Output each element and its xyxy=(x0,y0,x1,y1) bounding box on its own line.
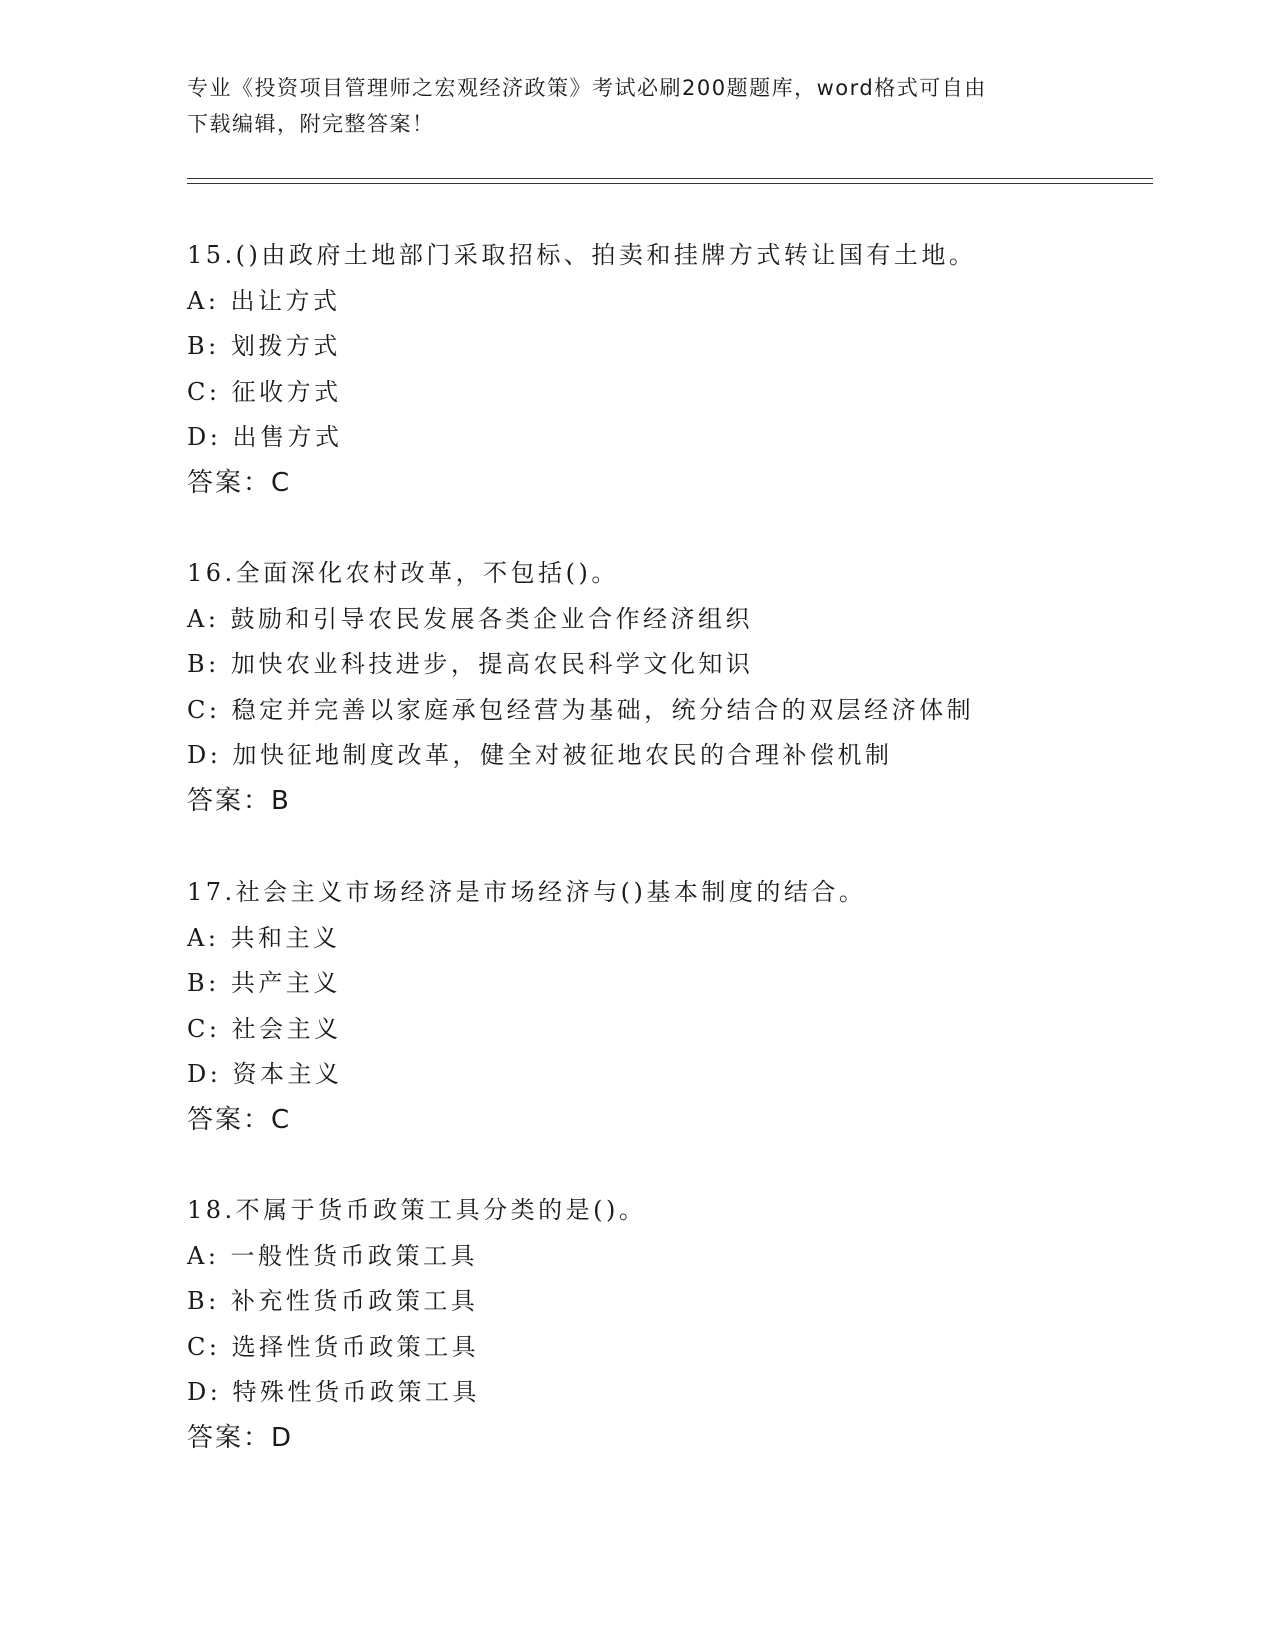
option-d: D: 资本主义 xyxy=(187,1060,343,1088)
option-b: B: 共产主义 xyxy=(187,969,341,997)
answer: 答案：D xyxy=(187,1422,294,1453)
answer: 答案：C xyxy=(187,1104,292,1135)
option-b: B: 划拨方式 xyxy=(187,332,341,360)
option-b: B: 补充性货币政策工具 xyxy=(187,1287,479,1315)
option-c: C: 社会主义 xyxy=(187,1014,342,1043)
answer: 答案：B xyxy=(187,785,291,816)
question-stem: 17.社会主义市场经济是市场经济与()基本制度的结合。 xyxy=(187,878,867,906)
header-line-2: 下载编辑，附完整答案！ xyxy=(187,112,435,136)
option-d: D: 出售方式 xyxy=(187,423,343,451)
option-a: A: 一般性货币政策工具 xyxy=(187,1241,479,1270)
header-divider-bottom xyxy=(187,183,1153,184)
option-a: A: 共和主义 xyxy=(187,923,341,952)
header-line-1: 专业《投资项目管理师之宏观经济政策》考试必刷200题题库，word格式可自由 xyxy=(187,76,987,100)
question-18 xyxy=(187,1195,1187,1468)
question-17 xyxy=(187,877,1187,1150)
option-a: A: 鼓励和引导农民发展各类企业合作经济组织 xyxy=(187,604,754,633)
question-stem: 15.()由政府土地部门采取招标、拍卖和挂牌方式转让国有土地。 xyxy=(187,241,977,269)
option-c: C: 选择性货币政策工具 xyxy=(187,1332,480,1361)
option-d: D: 加快征地制度改革，健全对被征地农民的合理补偿机制 xyxy=(187,741,893,769)
option-a: A: 出让方式 xyxy=(187,286,341,315)
option-c: C: 稳定并完善以家庭承包经营为基础，统分结合的双层经济体制 xyxy=(187,695,975,724)
option-d: D: 特殊性货币政策工具 xyxy=(187,1378,480,1406)
question-15 xyxy=(187,240,1187,513)
document-header xyxy=(187,70,1087,142)
question-stem: 16.全面深化农村改革，不包括()。 xyxy=(187,559,619,587)
header-divider-top xyxy=(187,178,1153,179)
option-b: B: 加快农业科技进步，提高农民科学文化知识 xyxy=(187,650,754,678)
answer: 答案：C xyxy=(187,467,292,498)
question-stem: 18.不属于货币政策工具分类的是()。 xyxy=(187,1196,647,1224)
question-16 xyxy=(187,558,1187,831)
option-c: C: 征收方式 xyxy=(187,377,342,406)
